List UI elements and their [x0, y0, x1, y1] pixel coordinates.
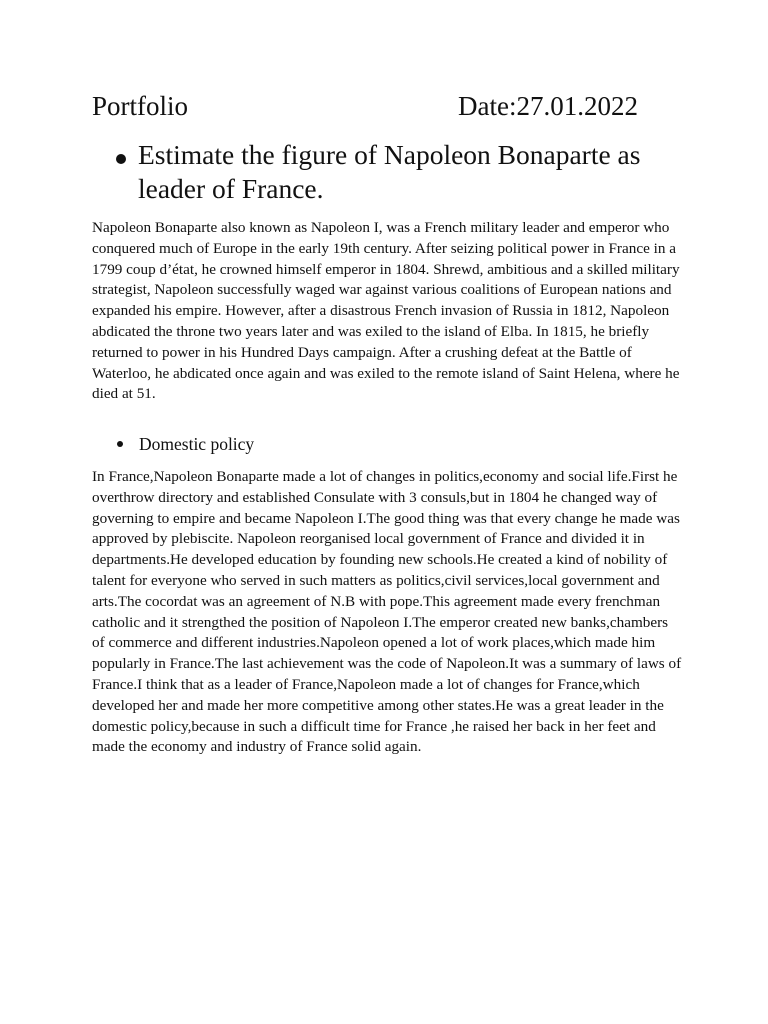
document-date: Date:27.01.2022: [458, 91, 638, 121]
domestic-policy-paragraph: In France,Napoleon Bonaparte made a lot of changes in politics,economy and social life.First he overthrow directory and established Consulate with 3 consuls,but in 1804 he changed way of governing to empire and became Napoleon I.The good thing was that every change he made was approved by plebiscite. Napoleon reorganised local government of France and divided it in departments.He developed education by founding new schools.He created a kind of nobility of talent for everyone who served in such matters as politics,civil services,local government and arts.The cocordat was an agreement of N.B with pope.This agreement made every frenchman catholic and it strengthed the position of Napoleon I.The emperor created new banks,chambers of commerce and different industries.Napoleon opened a lot of work places,which made him popularly in France.The last achievement was the code of Napoleon.It was a summary of laws of France.I think that as a leader of France,Napoleon made a lot of changes for France,which developed her and made her more competitive among other states.He was a great leader in the domestic policy,because in such a difficult time for France ,he raised her back in her feet and made the economy and industry of France solid again.: [92, 468, 682, 756]
document-header: [92, 88, 672, 124]
main-bullet-item: [110, 138, 690, 206]
section-bullet-item: [112, 433, 512, 455]
section-heading: Domestic policy: [139, 434, 255, 454]
main-bullet-text: Estimate the figure of Napoleon Bonaparte as leader of France.: [138, 139, 641, 204]
document-title: Portfolio: [92, 91, 189, 121]
intro-paragraph: Napoleon Bonaparte also known as Napoleon I, was a French military leader and emperor who conquered much of Europe in the early 19th century. After seizing political power in France in a 1799 coup d’état, he crowned himself emperor in 1804. Shrewd, ambitious and a skilled military strategist, Napoleon successfully waged war against various coalitions of European nations and expanded his empire. However, after a disastrous French invasion of Russia in 1812, Napoleon abdicated the throne two years later and was exiled to the island of Elba. In 1815, he briefly returned to power in his Hundred Days campaign. After a crushing defeat at the Battle of Waterloo, he abdicated once again and was exiled to the remote island of Saint Helena, where he died at 51.: [92, 219, 680, 403]
bullet-dot-icon: [116, 154, 126, 164]
bullet-dot-icon: [117, 441, 123, 447]
